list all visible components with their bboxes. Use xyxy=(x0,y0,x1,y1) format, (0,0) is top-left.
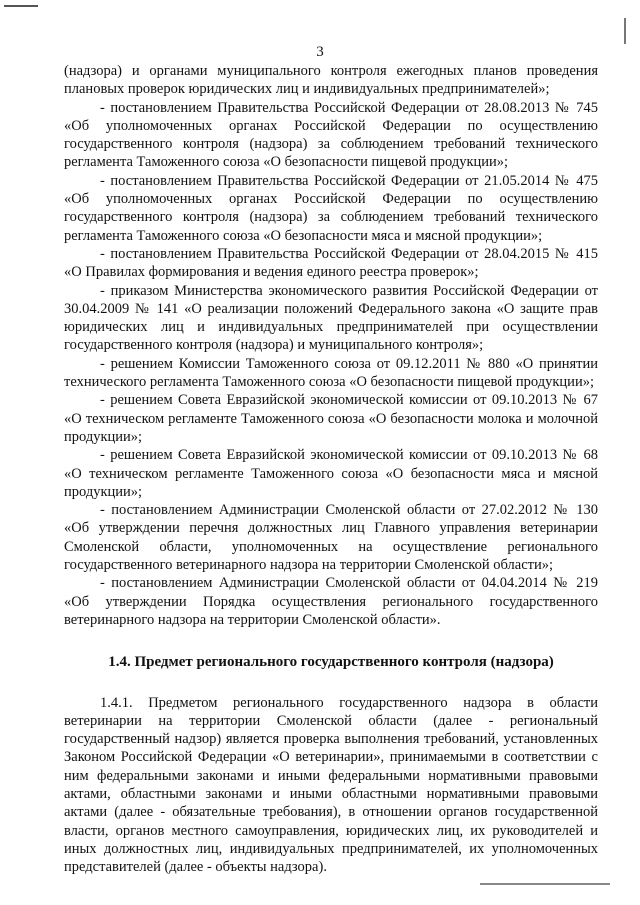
section-heading: 1.4. Предмет регионального государственного контроля (надзора) xyxy=(108,654,554,671)
scan-artifact-mark xyxy=(4,5,38,7)
list-item-decree-745: - постановлением Правительства Российской Федерации от 28.08.2013 № 745 «Об уполномоченных органах Российской Федерации по осуществлению государственного контроля (надзора) за соблюдением требований технического регламента Таможенного союза «О безопасности пищевой продукции»; xyxy=(64,99,598,171)
list-item-decision-68: - решением Совета Евразийской экономической комиссии от 09.10.2013 № 68 «О техническом регламенте Таможенного союза «О безопасности мяса и мясной продукции»; xyxy=(64,447,598,500)
scan-edge-line xyxy=(624,18,626,44)
page-number: 3 xyxy=(316,44,324,60)
list-item-decree-219: - постановлением Администрации Смоленской области от 04.04.2014 № 219 «Об утверждении Порядка осуществления регионального государственного ветеринарного надзора на территории Смоленской области». xyxy=(64,575,598,628)
list-item-decree-415: - постановлением Правительства Российской Федерации от 28.04.2015 № 415 «О Правилах формирования и ведения единого реестра проверок»; xyxy=(64,245,598,281)
list-item-decision-880: - решением Комиссии Таможенного союза от 09.12.2011 № 880 «О принятии технического регламента Таможенного союза «О безопасности пищевой продукции»; xyxy=(64,355,598,391)
section-paragraph: 1.4.1. Предметом регионального государственного надзора в области ветеринарии на территории Смоленской области (далее - региональный государственный надзор) является проверка выполнения требований, установленных Законом Российской Федерации «О ветеринарии», принимаемыми в соответствии с ним федеральными законами и иными федеральными нормативными правовыми актами, областными законами и иными областными нормативными правовыми актами (далее - обязательные требования), в отношении органов государственной власти, органов местного самоуправления, юридических лиц, их руководителей и иных должностных лиц, индивидуальных предпринимателей, их уполномоченных представителей (далее - объекты надзора). xyxy=(64,694,598,876)
document-body xyxy=(64,62,598,876)
scan-edge-line-bottom xyxy=(480,883,610,885)
list-item-decree-475: - постановлением Правительства Российской Федерации от 21.05.2014 № 475 «Об уполномоченных органах Российской Федерации по осуществлению государственного контроля (надзора) за соблюдением требований технического регламента Таможенного союза «О безопасности мяса и мясной продукции»; xyxy=(64,172,598,244)
paragraph-continuation: (надзора) и органами муниципального контроля ежегодных планов проведения плановых проверок юридических лиц и индивидуальных предпринимателей»; xyxy=(64,63,598,98)
list-item-decision-67: - решением Совета Евразийской экономической комиссии от 09.10.2013 № 67 «О техническом регламенте Таможенного союза «О безопасности молока и молочной продукции»; xyxy=(64,392,598,445)
list-item-order-141: - приказом Министерства экономического развития Российской Федерации от 30.04.2009 № 141 «О реализации положений Федерального закона «О защите прав юридических лиц и индивидуальных предпринимателей при осуществлении государственного контроля (надзора) и муниципального контроля»; xyxy=(64,282,598,354)
list-item-decree-130: - постановлением Администрации Смоленской области от 27.02.2012 № 130 «Об утверждении перечня должностных лиц Главного управления ветеринарии Смоленской области, уполномоченных на осуществление регионального государственного ветеринарного надзора на территории Смоленской области»; xyxy=(64,502,598,574)
